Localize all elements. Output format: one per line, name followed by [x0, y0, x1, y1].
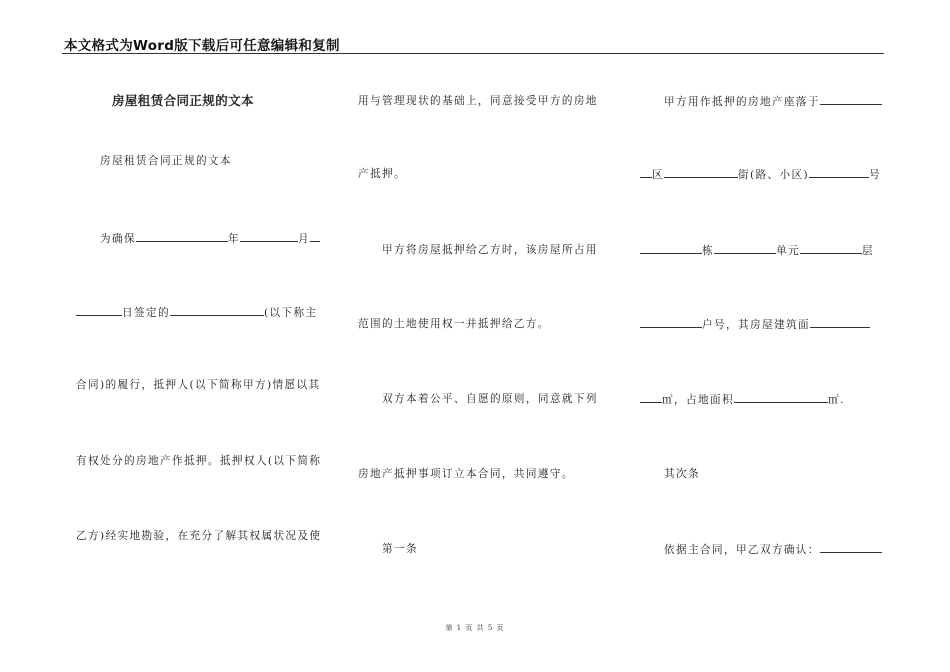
- blank-field: [76, 305, 122, 316]
- blank-field: [640, 392, 662, 403]
- paragraph-line: 区 街(路、小区) 号: [640, 167, 881, 182]
- blank-field: [136, 231, 228, 242]
- paragraph-line: 日签定的 (以下称主: [76, 305, 318, 320]
- paragraph-line: 为确保 年 月: [100, 231, 320, 246]
- paragraph-line: 用与管理现状的基础上，同意接受甲方的房地: [358, 95, 598, 107]
- blank-field: [734, 392, 828, 403]
- clause-heading: 第一条: [382, 543, 418, 555]
- page-number-footer: 第 1 页 共 5 页: [445, 624, 505, 632]
- blank-field: [820, 542, 882, 553]
- paragraph-line: 甲方用作抵押的房地产座落于: [664, 94, 882, 109]
- header-rule: [62, 53, 884, 54]
- paragraph-line: 依据主合同，甲乙双方确认：: [664, 542, 882, 557]
- document-header: 本文格式为Word版下载后可任意编辑和复制: [64, 38, 340, 54]
- blank-field: [640, 317, 702, 328]
- paragraph-line: 范围的土地使用权一并抵押给乙方。: [358, 318, 550, 330]
- blank-field: [640, 167, 652, 178]
- blank-field: [809, 167, 869, 178]
- document-title: 房屋租赁合同正规的文本: [112, 93, 254, 108]
- blank-field: [820, 94, 882, 105]
- paragraph-line: 合同)的履行，抵押人(以下简称甲方)情愿以其: [76, 379, 321, 391]
- paragraph-line: 产抵押。: [358, 168, 406, 180]
- blank-field: [800, 243, 862, 254]
- blank-field: [640, 243, 702, 254]
- blank-field: [810, 317, 870, 328]
- paragraph-line: ㎡，占地面积 ㎡.: [640, 392, 845, 407]
- paragraph-line: 栋 单元 层: [640, 243, 874, 258]
- paragraph-line: 户号，其房屋建筑面: [640, 317, 870, 332]
- paragraph-line: 有权处分的房地产作抵押。抵押权人(以下简称: [76, 455, 322, 467]
- subtitle-text: 房屋租赁合同正规的文本: [100, 155, 232, 167]
- blank-field: [240, 231, 298, 242]
- clause-heading: 其次条: [664, 468, 700, 480]
- blank-field: [664, 167, 738, 178]
- paragraph-line: 乙方)经实地勘验，在充分了解其权属状况及使: [76, 530, 322, 542]
- paragraph-line: 双方本着公平、自愿的原则，同意就下列: [382, 393, 598, 405]
- blank-field: [714, 243, 776, 254]
- paragraph-line: 房地产抵押事项订立本合同，共同遵守。: [358, 468, 574, 480]
- paragraph-line: 甲方将房屋抵押给乙方时，该房屋所占用: [382, 244, 598, 256]
- blank-field: [310, 231, 320, 242]
- blank-field: [170, 305, 264, 316]
